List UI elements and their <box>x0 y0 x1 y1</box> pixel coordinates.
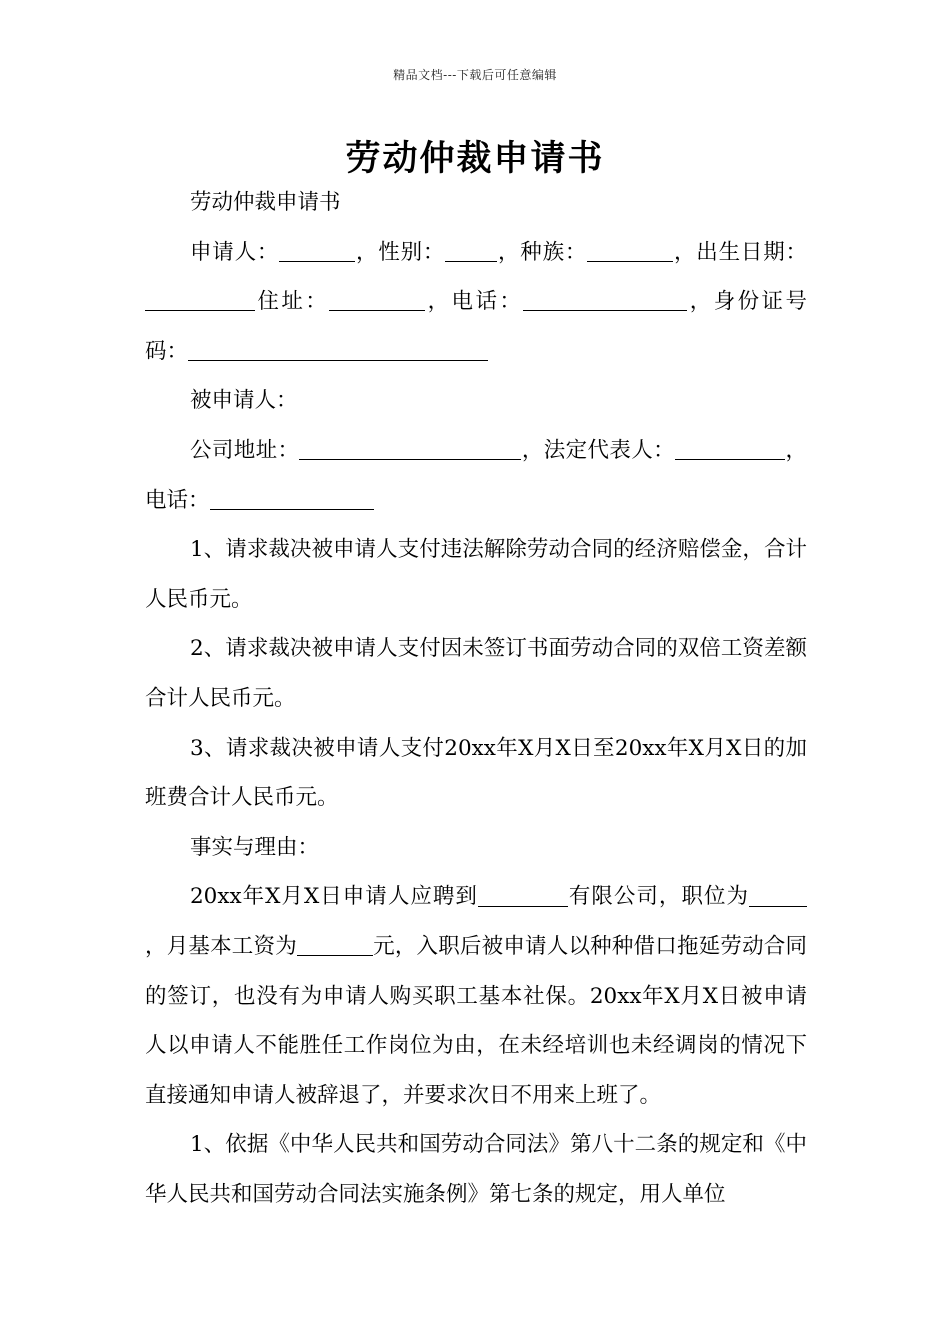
respondent-comma: ， <box>785 437 807 463</box>
request-item-1: 1、请求裁决被申请人支付违法解除劳动合同的经济赔偿金，合计人民币元。 <box>145 537 807 612</box>
legal-rep-label: ，法定代表人： <box>521 437 676 463</box>
applicant-id-label: ，身份证号码： <box>145 289 807 364</box>
applicant-name-blank <box>279 239 355 262</box>
applicant-name-label: 申请人： <box>190 239 280 265</box>
applicant-address-blank <box>329 289 425 312</box>
applicant-birth-label: ，出生日期： <box>673 239 807 265</box>
respondent-info <box>145 426 807 525</box>
position-blank <box>749 884 807 907</box>
applicant-id-blank <box>188 339 488 362</box>
request-item-2: 2、请求裁决被申请人支付因未签订书面劳动合同的双倍工资差额合计人民币元。 <box>145 636 807 711</box>
company-address-label: 公司地址： <box>190 437 300 463</box>
applicant-ethnicity-label: ，种族： <box>497 239 588 265</box>
request-item-3: 3、请求裁决被申请人支付20xx年X月X日至20xx年X月X日的加班费合计人民币元。 <box>145 735 807 811</box>
salary-blank <box>297 934 373 957</box>
header-note: 精品文档---下载后可任意编辑 <box>393 68 557 82</box>
legal-basis-paragraph: 1、依据《中华人民共和国劳动合同法》第八十二条的规定和《中华人民共和国劳动合同法实施条例》第七条的规定，用人单位 <box>145 1132 807 1207</box>
document-title: 劳动仲裁申请书 <box>345 139 605 179</box>
facts-part-2: 有限公司，职位为 <box>567 884 749 910</box>
subtitle: 劳动仲裁申请书 <box>190 190 341 215</box>
facts-part-3: ，月基本工资为 <box>145 933 297 959</box>
applicant-birth-blank <box>145 289 255 312</box>
company-address-blank <box>299 438 521 461</box>
facts-part-1: 20xx年X月X日申请人应聘到 <box>190 884 478 910</box>
legal-rep-blank <box>675 438 785 461</box>
respondent-label: 被申请人： <box>190 388 298 414</box>
respondent-phone-blank <box>210 487 374 510</box>
applicant-gender-blank <box>445 239 497 262</box>
company-name-blank <box>478 884 568 907</box>
facts-paragraph <box>145 872 807 1120</box>
facts-part-4: 元，入职后被申请人以种种借口拖延劳动合同的签订，也没有为申请人购买职工基本社保。20xx年X月X日被申请人以申请人不能胜任工作岗位为由，在未经培训也未经调岗的情况下直接通知申请人被辞退了，并要求次日不用来上班了。 <box>145 933 807 1108</box>
document-body <box>145 178 807 1219</box>
facts-heading: 事实与理由： <box>190 834 320 860</box>
applicant-phone-blank <box>523 289 687 312</box>
applicant-info <box>145 228 807 377</box>
applicant-phone-label: ，电话： <box>425 289 524 315</box>
respondent-phone-label: 电话： <box>145 487 210 513</box>
applicant-gender-label: ，性别： <box>355 239 446 265</box>
applicant-ethnicity-blank <box>587 239 673 262</box>
applicant-address-label: 住址： <box>255 289 330 315</box>
